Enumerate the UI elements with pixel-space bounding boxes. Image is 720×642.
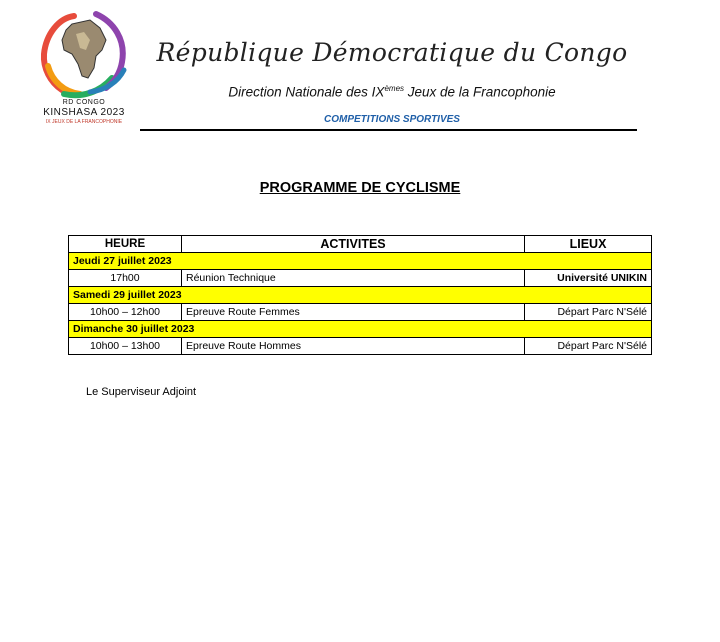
table-row — [69, 270, 652, 287]
cell-time: 17h00 — [69, 270, 182, 287]
header-lieux: LIEUX — [525, 236, 652, 253]
header-heure: HEURE — [69, 236, 182, 253]
table-row — [69, 304, 652, 321]
header-title: République Démocratique du Congo — [156, 38, 628, 67]
header-section: COMPETITIONS SPORTIVES — [324, 114, 460, 125]
logo-country: RD CONGO — [62, 99, 106, 106]
cell-place: Université UNIKIN — [525, 270, 652, 287]
cell-activity: Epreuve Route Hommes — [182, 338, 525, 355]
day-date: Dimanche 30 juillet 2023 — [69, 321, 652, 338]
cell-activity: Epreuve Route Femmes — [182, 304, 525, 321]
logo-city-year: KINSHASA 2023 — [43, 107, 125, 118]
cell-place: Départ Parc N'Sélé — [525, 338, 652, 355]
document-title: PROGRAMME DE CYCLISME — [259, 180, 461, 196]
day-row — [69, 287, 652, 304]
day-row — [69, 321, 652, 338]
table-row — [69, 338, 652, 355]
logo-games: IX JEUX DE LA FRANCOPHONIE — [45, 119, 123, 125]
table-header-row — [69, 236, 652, 253]
africa-map-icon — [34, 6, 134, 101]
cell-activity: Réunion Technique — [182, 270, 525, 287]
schedule-table — [68, 235, 652, 355]
cell-place: Départ Parc N'Sélé — [525, 304, 652, 321]
header-divider — [140, 129, 637, 131]
day-date: Jeudi 27 juillet 2023 — [69, 253, 652, 270]
kinshasa-2023-logo — [34, 6, 134, 134]
cell-time: 10h00 – 12h00 — [69, 304, 182, 321]
subtitle-post: Jeux de la Francophonie — [404, 84, 556, 100]
subtitle-pre: Direction Nationale des IX — [228, 84, 385, 100]
header-activites: ACTIVITES — [182, 236, 525, 253]
day-date: Samedi 29 juillet 2023 — [69, 287, 652, 304]
day-row — [69, 253, 652, 270]
subtitle-sup: èmes — [384, 84, 405, 93]
header-subtitle — [142, 84, 642, 100]
signature: Le Superviseur Adjoint — [86, 386, 197, 398]
cell-time: 10h00 – 13h00 — [69, 338, 182, 355]
